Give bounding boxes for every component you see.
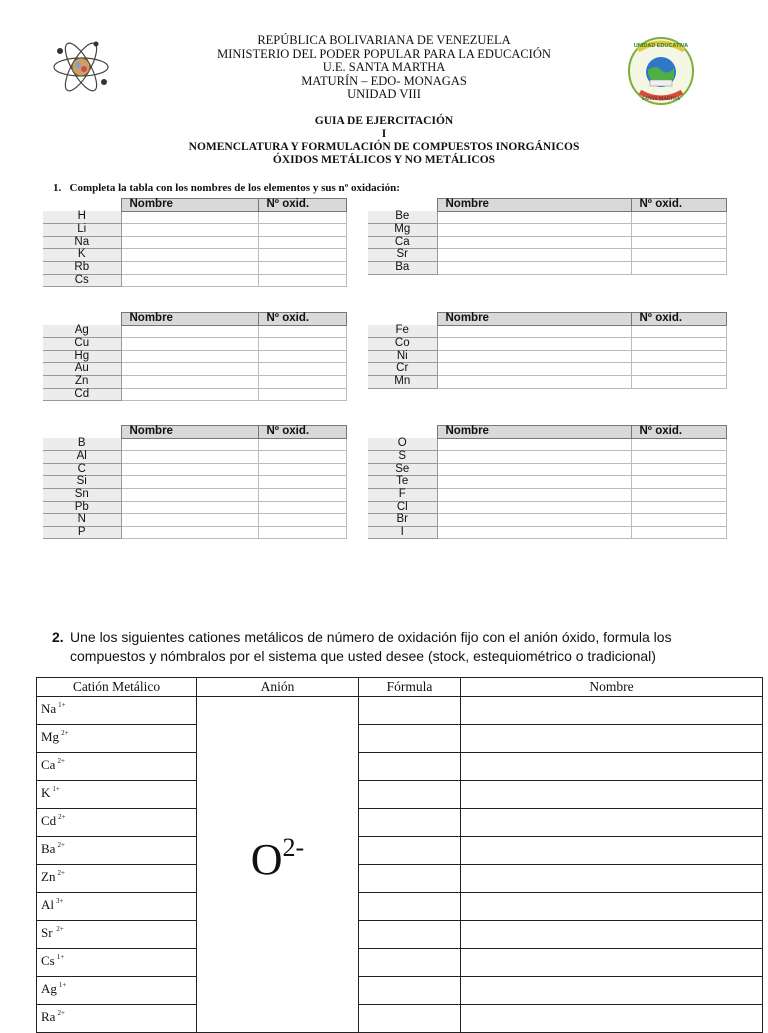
formula-cell[interactable] xyxy=(359,893,461,921)
element-symbol: Cs xyxy=(43,274,121,287)
element-oxid-cell[interactable] xyxy=(258,325,346,338)
element-symbol: Si xyxy=(43,476,121,489)
element-name-cell[interactable] xyxy=(437,463,631,476)
formula-cell[interactable] xyxy=(359,977,461,1005)
element-oxid-cell[interactable] xyxy=(631,438,726,451)
element-oxid-cell[interactable] xyxy=(258,224,346,237)
element-name-cell[interactable] xyxy=(437,438,631,451)
element-row xyxy=(43,363,346,376)
cation-row xyxy=(37,809,763,837)
cation-cell xyxy=(37,725,197,753)
document-title xyxy=(0,115,768,167)
element-symbol: Li xyxy=(43,224,121,237)
element-table xyxy=(368,312,727,389)
element-oxid-cell[interactable] xyxy=(631,501,726,514)
svg-text:SANTA MARTHA: SANTA MARTHA xyxy=(641,97,681,102)
compound-name-cell[interactable] xyxy=(461,753,763,781)
compound-name-cell[interactable] xyxy=(461,893,763,921)
element-oxid-cell[interactable] xyxy=(258,488,346,501)
cation-symbol: Na xyxy=(41,701,57,716)
element-name-cell[interactable] xyxy=(437,363,631,376)
element-name-cell[interactable] xyxy=(121,438,258,451)
formula-cell[interactable] xyxy=(359,697,461,725)
element-oxid-cell[interactable] xyxy=(631,476,726,489)
element-name-cell[interactable] xyxy=(437,526,631,539)
element-row xyxy=(368,236,726,249)
header-cation: Catión Metálico xyxy=(37,678,197,697)
element-row xyxy=(368,476,726,489)
element-oxid-cell[interactable] xyxy=(631,350,726,363)
element-name-cell[interactable] xyxy=(121,375,258,388)
element-row xyxy=(43,350,346,363)
element-name-cell[interactable] xyxy=(121,476,258,489)
element-name-cell[interactable] xyxy=(121,224,258,237)
element-symbol: Be xyxy=(368,211,437,224)
name-column-header: Nombre xyxy=(121,313,258,326)
cation-symbol: Ag xyxy=(41,981,57,996)
compound-name-cell[interactable] xyxy=(461,725,763,753)
title-line: GUIA DE EJERCITACIÓN xyxy=(314,115,454,127)
element-symbol: Rb xyxy=(43,261,121,274)
cation-symbol: Sr xyxy=(41,925,53,940)
cation-cell xyxy=(37,753,197,781)
element-oxid-cell[interactable] xyxy=(631,325,726,338)
oxid-column-header: Nº oxid. xyxy=(631,313,726,326)
element-row xyxy=(43,236,346,249)
cation-row xyxy=(37,781,763,809)
question-1-text: Completa la tabla con los nombres de los elementos y sus nº oxidación: xyxy=(69,182,400,194)
element-oxid-cell[interactable] xyxy=(258,211,346,224)
element-symbol: Sn xyxy=(43,488,121,501)
header-line: MATURÍN – EDO- MONAGAS xyxy=(301,73,467,88)
element-table xyxy=(43,425,347,539)
element-name-cell[interactable] xyxy=(121,338,258,351)
cation-row xyxy=(37,977,763,1005)
name-column-header: Nombre xyxy=(121,199,258,212)
cation-charge: 2+ xyxy=(57,1009,65,1017)
element-name-cell[interactable] xyxy=(437,224,631,237)
element-oxid-cell[interactable] xyxy=(258,526,346,539)
cation-row xyxy=(37,697,763,725)
element-row xyxy=(368,501,726,514)
element-name-cell[interactable] xyxy=(121,388,258,401)
element-row xyxy=(43,451,346,464)
element-row xyxy=(43,261,346,274)
element-row xyxy=(43,526,346,539)
element-name-cell[interactable] xyxy=(437,451,631,464)
title-line: ÓXIDOS METÁLICOS Y NO METÁLICOS xyxy=(272,154,496,166)
element-name-cell[interactable] xyxy=(437,236,631,249)
element-row xyxy=(368,375,726,388)
element-name-cell[interactable] xyxy=(437,488,631,501)
cation-row xyxy=(37,837,763,865)
element-oxid-cell[interactable] xyxy=(258,338,346,351)
element-oxid-cell[interactable] xyxy=(631,261,726,274)
element-row xyxy=(43,375,346,388)
cation-cell xyxy=(37,949,197,977)
element-row xyxy=(368,514,726,527)
title-line: NOMENCLATURA Y FORMULACIÓN DE COMPUESTOS INORGÁNICOS xyxy=(188,141,580,153)
compound-name-cell[interactable] xyxy=(461,809,763,837)
element-symbol: S xyxy=(368,451,437,464)
element-oxid-cell[interactable] xyxy=(258,438,346,451)
cation-anion-table xyxy=(36,677,763,1033)
element-oxid-cell[interactable] xyxy=(631,224,726,237)
element-table xyxy=(43,198,347,287)
anion-symbol: O xyxy=(250,834,283,884)
question-1 xyxy=(53,182,400,194)
oxid-column-header: Nº oxid. xyxy=(631,426,726,439)
element-row xyxy=(368,526,726,539)
element-name-cell[interactable] xyxy=(121,463,258,476)
formula-cell[interactable] xyxy=(359,753,461,781)
name-column-header: Nombre xyxy=(437,426,631,439)
compound-name-cell[interactable] xyxy=(461,865,763,893)
element-row xyxy=(43,501,346,514)
element-symbol: Pb xyxy=(43,501,121,514)
cation-cell xyxy=(37,809,197,837)
institution-header xyxy=(0,34,768,102)
element-name-cell[interactable] xyxy=(121,261,258,274)
element-oxid-cell[interactable] xyxy=(258,476,346,489)
cation-cell xyxy=(37,893,197,921)
element-symbol: Te xyxy=(368,476,437,489)
svg-text:UNIDAD EDUCATIVA: UNIDAD EDUCATIVA xyxy=(633,43,689,49)
cation-symbol: Zn xyxy=(41,869,56,884)
element-name-cell[interactable] xyxy=(437,501,631,514)
element-oxid-cell[interactable] xyxy=(631,514,726,527)
element-name-cell[interactable] xyxy=(437,375,631,388)
element-row xyxy=(43,224,346,237)
element-name-cell[interactable] xyxy=(437,211,631,224)
element-symbol: C xyxy=(43,463,121,476)
question-2 xyxy=(52,628,732,666)
formula-cell[interactable] xyxy=(359,921,461,949)
element-name-cell[interactable] xyxy=(437,325,631,338)
element-row xyxy=(368,463,726,476)
element-name-cell[interactable] xyxy=(437,476,631,489)
element-name-cell[interactable] xyxy=(437,350,631,363)
compound-name-cell[interactable] xyxy=(461,697,763,725)
element-symbol: Sr xyxy=(368,249,437,262)
element-oxid-cell[interactable] xyxy=(258,261,346,274)
cation-charge: 2+ xyxy=(58,813,66,821)
element-symbol: Mn xyxy=(368,375,437,388)
cation-cell xyxy=(37,837,197,865)
title-line: I xyxy=(381,128,387,140)
element-symbol: Mg xyxy=(368,224,437,237)
element-oxid-cell[interactable] xyxy=(631,338,726,351)
element-row xyxy=(368,451,726,464)
header-formula: Fórmula xyxy=(359,678,461,697)
element-row xyxy=(43,249,346,262)
cation-symbol: K xyxy=(41,785,51,800)
question-2-number: 2. xyxy=(52,629,64,645)
formula-cell[interactable] xyxy=(359,781,461,809)
anion-charge: 2- xyxy=(282,832,305,862)
element-name-cell[interactable] xyxy=(437,514,631,527)
element-row xyxy=(43,514,346,527)
compound-name-cell[interactable] xyxy=(461,837,763,865)
element-symbol: Hg xyxy=(43,350,121,363)
element-row xyxy=(43,325,346,338)
cation-cell xyxy=(37,977,197,1005)
element-name-cell[interactable] xyxy=(121,236,258,249)
oxid-column-header: Nº oxid. xyxy=(631,199,726,212)
formula-cell[interactable] xyxy=(359,725,461,753)
cation-row xyxy=(37,1005,763,1033)
element-oxid-cell[interactable] xyxy=(258,375,346,388)
header-anion: Anión xyxy=(197,678,359,697)
cation-cell xyxy=(37,781,197,809)
element-oxid-cell[interactable] xyxy=(258,388,346,401)
header-line: U.E. SANTA MARTHA xyxy=(322,60,446,75)
formula-cell[interactable] xyxy=(359,949,461,977)
cation-symbol: Mg xyxy=(41,729,60,744)
cation-symbol: Al xyxy=(41,897,54,912)
element-name-cell[interactable] xyxy=(121,501,258,514)
element-row xyxy=(368,350,726,363)
element-symbol: Na xyxy=(43,236,121,249)
header-name: Nombre xyxy=(461,678,763,697)
element-oxid-cell[interactable] xyxy=(631,526,726,539)
element-symbol: I xyxy=(368,526,437,539)
element-symbol: Cl xyxy=(368,501,437,514)
header-line: UNIDAD VIII xyxy=(347,87,421,102)
oxid-column-header: Nº oxid. xyxy=(258,313,346,326)
element-row xyxy=(368,338,726,351)
element-oxid-cell[interactable] xyxy=(258,236,346,249)
element-oxid-cell[interactable] xyxy=(631,211,726,224)
element-symbol: K xyxy=(43,249,121,262)
element-row xyxy=(43,274,346,287)
element-oxid-cell[interactable] xyxy=(258,363,346,376)
element-symbol: B xyxy=(43,438,121,451)
cation-charge: 2+ xyxy=(57,841,65,849)
element-oxid-cell[interactable] xyxy=(258,274,346,287)
element-row xyxy=(368,211,726,224)
element-row xyxy=(43,438,346,451)
element-name-cell[interactable] xyxy=(437,338,631,351)
name-column-header: Nombre xyxy=(437,313,631,326)
element-oxid-cell[interactable] xyxy=(631,363,726,376)
question-1-number: 1. xyxy=(53,182,62,194)
compound-name-cell[interactable] xyxy=(461,781,763,809)
cation-charge: 2+ xyxy=(57,757,65,765)
cation-row xyxy=(37,893,763,921)
cation-charge: 1+ xyxy=(56,953,65,961)
element-name-cell[interactable] xyxy=(121,274,258,287)
element-oxid-cell[interactable] xyxy=(631,463,726,476)
oxid-column-header: Nº oxid. xyxy=(258,199,346,212)
name-column-header: Nombre xyxy=(437,199,631,212)
element-name-cell[interactable] xyxy=(121,488,258,501)
element-oxid-cell[interactable] xyxy=(258,514,346,527)
cation-symbol: Ca xyxy=(41,757,56,772)
cation-charge: 1+ xyxy=(52,785,60,793)
element-oxid-cell[interactable] xyxy=(258,451,346,464)
name-column-header: Nombre xyxy=(121,426,258,439)
element-oxid-cell[interactable] xyxy=(631,488,726,501)
element-symbol: Se xyxy=(368,463,437,476)
element-row xyxy=(368,325,726,338)
element-row xyxy=(43,388,346,401)
element-name-cell[interactable] xyxy=(121,451,258,464)
cation-cell xyxy=(37,921,197,949)
element-row xyxy=(368,261,726,274)
cation-charge: 1+ xyxy=(58,981,67,989)
element-row xyxy=(368,438,726,451)
formula-cell[interactable] xyxy=(359,1005,461,1033)
element-oxid-cell[interactable] xyxy=(258,501,346,514)
element-symbol: Ba xyxy=(368,261,437,274)
element-name-cell[interactable] xyxy=(121,325,258,338)
element-oxid-cell[interactable] xyxy=(258,350,346,363)
element-symbol: F xyxy=(368,488,437,501)
element-table xyxy=(368,425,727,539)
cation-cell xyxy=(37,1005,197,1033)
element-row xyxy=(43,476,346,489)
element-oxid-cell[interactable] xyxy=(631,375,726,388)
compound-name-cell[interactable] xyxy=(461,949,763,977)
compound-name-cell[interactable] xyxy=(461,1005,763,1033)
element-oxid-cell[interactable] xyxy=(258,463,346,476)
cation-cell xyxy=(37,697,197,725)
compound-name-cell[interactable] xyxy=(461,921,763,949)
cation-charge: 2+ xyxy=(57,869,65,877)
element-table xyxy=(43,312,347,401)
element-row xyxy=(368,488,726,501)
element-row xyxy=(43,338,346,351)
cation-symbol: Ra xyxy=(41,1009,56,1024)
element-oxid-cell[interactable] xyxy=(631,249,726,262)
element-name-cell[interactable] xyxy=(121,363,258,376)
element-symbol: Cr xyxy=(368,363,437,376)
cation-charge: 3+ xyxy=(56,897,64,905)
header-line: REPÚBLICA BOLIVARIANA DE VENEZUELA xyxy=(257,33,511,47)
element-symbol: P xyxy=(43,526,121,539)
element-symbol: Au xyxy=(43,363,121,376)
element-name-cell[interactable] xyxy=(121,211,258,224)
element-name-cell[interactable] xyxy=(121,526,258,539)
element-row xyxy=(43,211,346,224)
cation-row xyxy=(37,921,763,949)
cation-symbol: Cd xyxy=(41,813,57,828)
element-symbol: O xyxy=(368,438,437,451)
element-name-cell[interactable] xyxy=(121,514,258,527)
cation-charge: 2+ xyxy=(61,729,69,737)
element-symbol: Fe xyxy=(368,325,437,338)
anion-cell xyxy=(197,697,359,1033)
element-symbol: Cu xyxy=(43,338,121,351)
element-name-cell[interactable] xyxy=(437,261,631,274)
formula-cell[interactable] xyxy=(359,865,461,893)
cation-charge: 1+ xyxy=(58,701,66,709)
cation-charge: 2+ xyxy=(54,925,64,933)
element-name-cell[interactable] xyxy=(121,249,258,262)
element-row xyxy=(368,249,726,262)
element-row xyxy=(43,488,346,501)
cation-symbol: Ba xyxy=(41,841,56,856)
formula-cell[interactable] xyxy=(359,837,461,865)
element-symbol: Cd xyxy=(43,388,121,401)
cation-row xyxy=(37,949,763,977)
element-symbol: Ag xyxy=(43,325,121,338)
element-row xyxy=(368,363,726,376)
formula-cell[interactable] xyxy=(359,809,461,837)
element-symbol: Co xyxy=(368,338,437,351)
element-row xyxy=(43,463,346,476)
element-oxid-cell[interactable] xyxy=(258,249,346,262)
element-symbol: N xyxy=(43,514,121,527)
element-table xyxy=(368,198,727,275)
cation-row xyxy=(37,753,763,781)
element-row xyxy=(368,224,726,237)
element-name-cell[interactable] xyxy=(437,249,631,262)
element-symbol: H xyxy=(43,211,121,224)
oxid-column-header: Nº oxid. xyxy=(258,426,346,439)
element-oxid-cell[interactable] xyxy=(631,236,726,249)
element-symbol: Ca xyxy=(368,236,437,249)
cation-row xyxy=(37,865,763,893)
element-symbol: Br xyxy=(368,514,437,527)
element-symbol: Al xyxy=(43,451,121,464)
cation-cell xyxy=(37,865,197,893)
cation-symbol: Cs xyxy=(41,953,55,968)
question-2-text: Une los siguientes cationes metálicos de número de oxidación fijo con el anión óxido, formula los compuestos y nómbralos por el sistema que usted desee (stock, estequiométrico o tradicional) xyxy=(70,629,672,664)
element-symbol: Ni xyxy=(368,350,437,363)
compound-name-cell[interactable] xyxy=(461,977,763,1005)
element-name-cell[interactable] xyxy=(121,350,258,363)
element-oxid-cell[interactable] xyxy=(631,451,726,464)
element-symbol: Zn xyxy=(43,375,121,388)
header-line: MINISTERIO DEL PODER POPULAR PARA LA EDUCACIÓN xyxy=(217,46,551,61)
cation-row xyxy=(37,725,763,753)
